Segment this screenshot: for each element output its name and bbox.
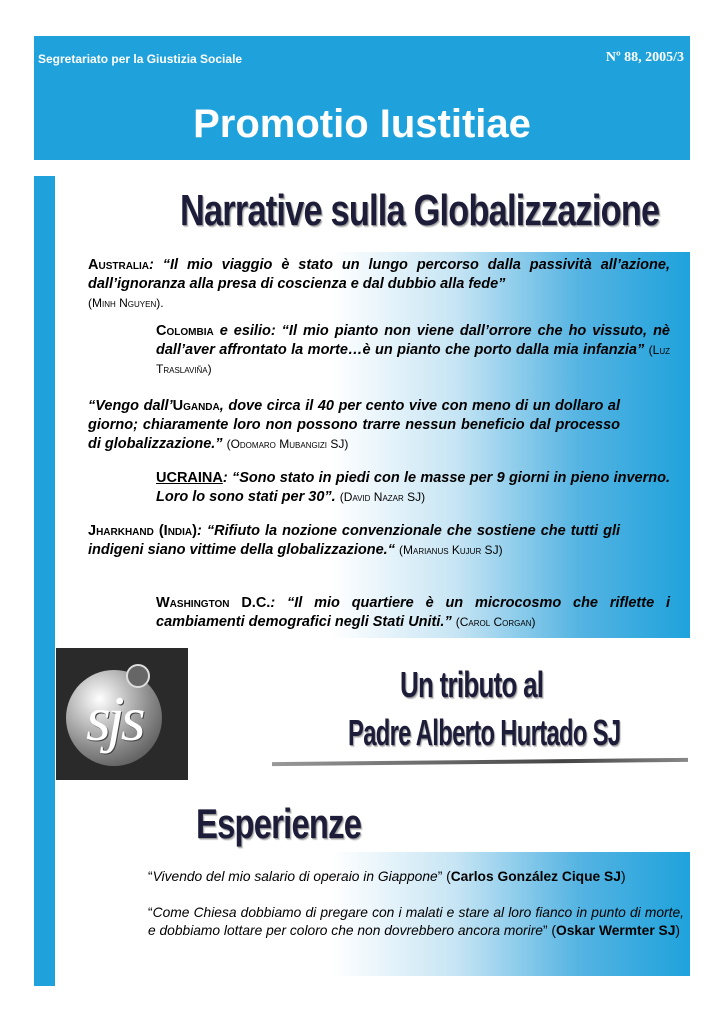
narrative-entry (88, 397, 620, 454)
entry-author: (Odomaro Mubangizi SJ) (226, 437, 349, 451)
entry-quote: , dove circa il 40 per cento vive con meno di un dollaro al giorno; chiaramente loro non possono trarre nessun beneficio dal processo di globalizzazione.” (88, 398, 620, 452)
tribute-title-line2: Padre Alberto Hurtado SJ (348, 712, 621, 753)
logo-text: sjs (86, 683, 142, 754)
entry-quote: : “Il mio viaggio è stato un lungo percorso dalla passività all’azione, dall’ignoranza alla presa di coscienza e dal dubbio alla fede” (88, 257, 670, 292)
narratives-title: Narrative sulla Globalizzazione (180, 186, 660, 235)
experience-author: Oskar Wermter SJ (556, 923, 676, 938)
section-divider (272, 758, 688, 766)
narrative-entry (156, 322, 670, 379)
entry-author: (Minh Nguyen). (88, 296, 164, 310)
entry-quote: : “Il mio quartiere è un microcosmo che riflette i cambiamenti demografici negli Stati Uniti.” (156, 595, 670, 630)
narrative-entry (156, 594, 670, 632)
paren-close: ) (620, 869, 626, 884)
experience-item (148, 868, 672, 886)
entry-place: Colombia (156, 323, 214, 339)
entry-author: (Luz Traslaviña) (156, 343, 670, 376)
experience-author: Carlos González Cique SJ (450, 869, 621, 884)
entry-place: Australia (88, 257, 150, 273)
issue-number: Nº 88, 2005/3 (605, 50, 684, 65)
entry-quote: e esilio: “Il mio pianto non viene dall’orrore che ho vissuto, nè dall’aver affrontato la morte…è un pianto che porto dalla mia infanzia” (156, 323, 670, 358)
entry-author: (David Nazar SJ) (339, 490, 426, 504)
entry-quote-start: “Vengo dall’ (88, 398, 173, 414)
entry-author: (Carol Corgan) (455, 615, 536, 629)
entry-place: Washington D.C. (156, 595, 271, 611)
narrative-entry (88, 256, 670, 313)
narrative-entry (88, 522, 620, 560)
entry-author: (Marianus Kujur SJ) (399, 543, 503, 557)
quote-open: “ (148, 869, 153, 884)
left-accent-bar (34, 176, 55, 986)
organization-name: Segretariato per la Giustizia Sociale (38, 52, 243, 66)
quote-close: ” ( (437, 869, 451, 884)
experience-quote: Vivendo del mio salario di operaio in Giappone (152, 869, 438, 884)
entry-quote: : “Sono stato in piedi con le masse per 9 giorni in pieno inverno. Loro lo sono stati per 30”. (156, 470, 670, 505)
sjs-logo (56, 648, 188, 780)
masthead-title: Promotio Iustitiae (193, 102, 531, 146)
header-banner (34, 36, 690, 160)
quote-open: “ (148, 905, 153, 920)
narrative-entry (156, 469, 670, 507)
entry-place: Uganda (172, 398, 220, 414)
entry-quote: : “Rifiuto la nozione convenzionale che sostiene che tutti gli indigeni siano vittime della globalizzazione.“ (88, 523, 621, 558)
quote-close: ” ( (542, 923, 557, 938)
experience-item (148, 904, 684, 940)
entry-place: Jharkhand (India) (88, 523, 197, 539)
entry-place: UCRAINA (156, 470, 223, 486)
experience-quote: Come Chiesa dobbiamo di pregare con i malati e stare al loro fianco in punto di morte, e dobbiamo lottare per coloro che non dovrebbero ancora morire (148, 905, 684, 938)
tribute-title-line1: Un tributo al (400, 664, 544, 705)
experiences-title: Esperienze (196, 800, 362, 847)
paren-close: ) (675, 923, 681, 938)
